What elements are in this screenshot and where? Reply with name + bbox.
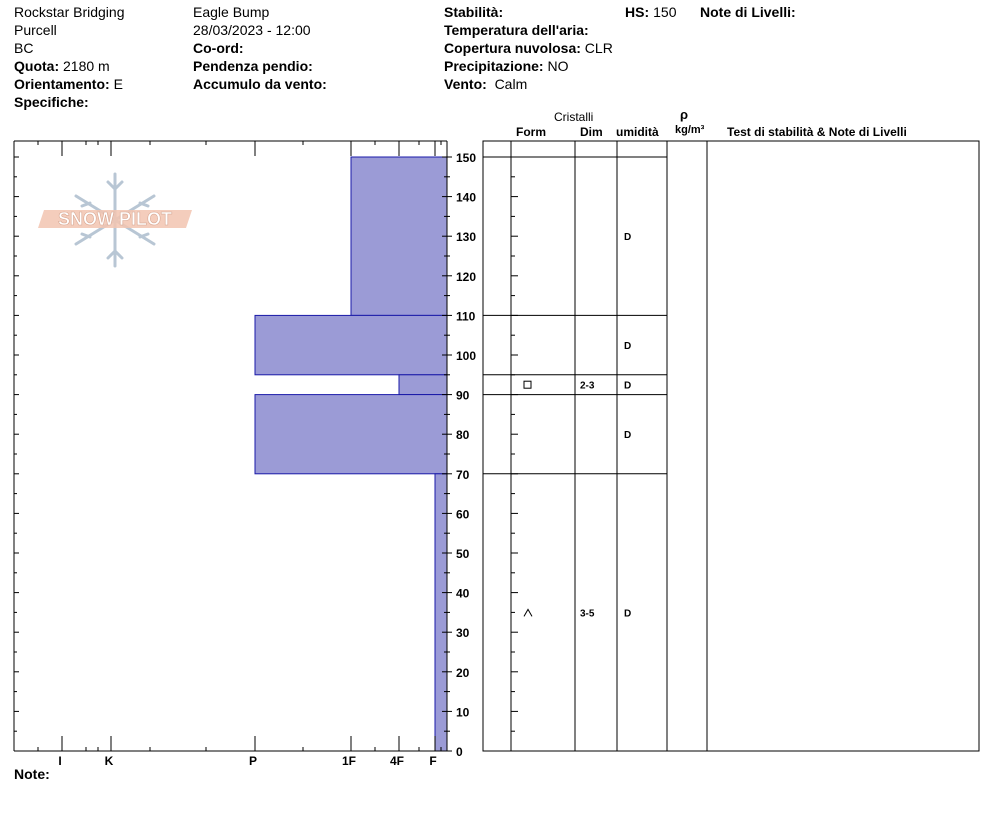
hardness-label-1F: 1F (341, 754, 357, 768)
depth-label-110: 110 (456, 309, 476, 324)
hardness-bar-0 (351, 157, 447, 315)
depth-label-150: 150 (456, 151, 477, 165)
hardness-label-P: P (248, 754, 258, 768)
depth-label-30: 30 (456, 626, 470, 641)
depth-hoar-crystal-icon (524, 609, 532, 616)
layer-moisture-1: D (624, 341, 632, 353)
hardness-bar-2 (399, 375, 447, 395)
depth-label-80: 80 (456, 428, 470, 443)
layer-moisture-0: D (624, 232, 632, 244)
logo-text: SNOW PILOT (58, 209, 172, 229)
moisture-header: umidità (616, 125, 659, 139)
air-temp-label: Temperatura dell'aria: (444, 22, 589, 38)
depth-label-10: 10 (456, 705, 470, 720)
coord-label: Co-ord: (193, 40, 244, 56)
hardness-label-K: K (104, 754, 114, 768)
elevation-value: 2180 m (63, 58, 110, 74)
density-unit: kg/m³ (675, 124, 705, 136)
precip-value: NO (547, 58, 569, 74)
observation-datetime: 28/03/2023 - 12:00 (193, 22, 311, 38)
notes-label: Note: (14, 766, 50, 782)
precip-label: Precipitazione: (444, 58, 544, 74)
layer-moisture-4: D (624, 608, 632, 620)
elevation-label: Quota: (14, 58, 60, 74)
hardness-label-4F: 4F (389, 754, 405, 768)
depth-label-70: 70 (456, 467, 470, 482)
form-header: Form (516, 125, 546, 139)
layer-moisture-3: D (624, 430, 632, 442)
depth-label-130: 130 (456, 230, 477, 245)
hs-value: 150 (653, 4, 677, 20)
tests-header: Test di stabilità & Note di Livelli (727, 125, 907, 139)
depth-label-120: 120 (456, 269, 477, 284)
hs-label: HS: (625, 4, 650, 20)
hardness-label-F: F (429, 754, 437, 768)
aspect-value: E (113, 76, 123, 92)
wind-label: Vento: (444, 76, 487, 92)
depth-label-0: 0 (456, 745, 463, 759)
sky-label: Copertura nuvolosa: (444, 40, 581, 56)
depth-label-90: 90 (456, 388, 470, 403)
size-header: Dim (580, 125, 603, 139)
depth-label-60: 60 (456, 507, 470, 522)
crystals-header: Cristalli (554, 110, 594, 124)
layer-table-frame (483, 141, 979, 751)
slope-label: Pendenza pendio: (193, 58, 313, 74)
layer-size-4: 3-5 (580, 608, 595, 620)
layer-notes-label: Note di Livelli: (700, 4, 796, 20)
layer-size-2: 2-3 (580, 380, 595, 392)
depth-label-100: 100 (456, 349, 477, 363)
range-name: Purcell (14, 22, 57, 38)
density-symbol: ρ (680, 107, 689, 122)
aspect-label: Orientamento: (14, 76, 110, 92)
wind-loading-label: Accumulo da vento: (193, 76, 327, 92)
province-name: BC (14, 40, 34, 56)
site-name: Eagle Bump (193, 4, 270, 20)
depth-label-140: 140 (456, 190, 477, 205)
hardness-bar-1 (255, 315, 447, 374)
depth-label-40: 40 (456, 586, 470, 601)
sky-value: CLR (584, 40, 613, 56)
layer-moisture-2: D (624, 380, 632, 392)
location-name: Rockstar Bridging (14, 4, 125, 20)
wind-value: Calm (494, 76, 528, 92)
depth-label-20: 20 (456, 665, 470, 680)
hardness-label-I: I (58, 754, 62, 768)
specifics-label: Specifiche: (14, 94, 89, 110)
faceted-crystal-icon (524, 381, 531, 388)
stability-label: Stabilità: (444, 4, 504, 20)
depth-label-50: 50 (456, 547, 470, 561)
hardness-bar-3 (255, 395, 447, 474)
